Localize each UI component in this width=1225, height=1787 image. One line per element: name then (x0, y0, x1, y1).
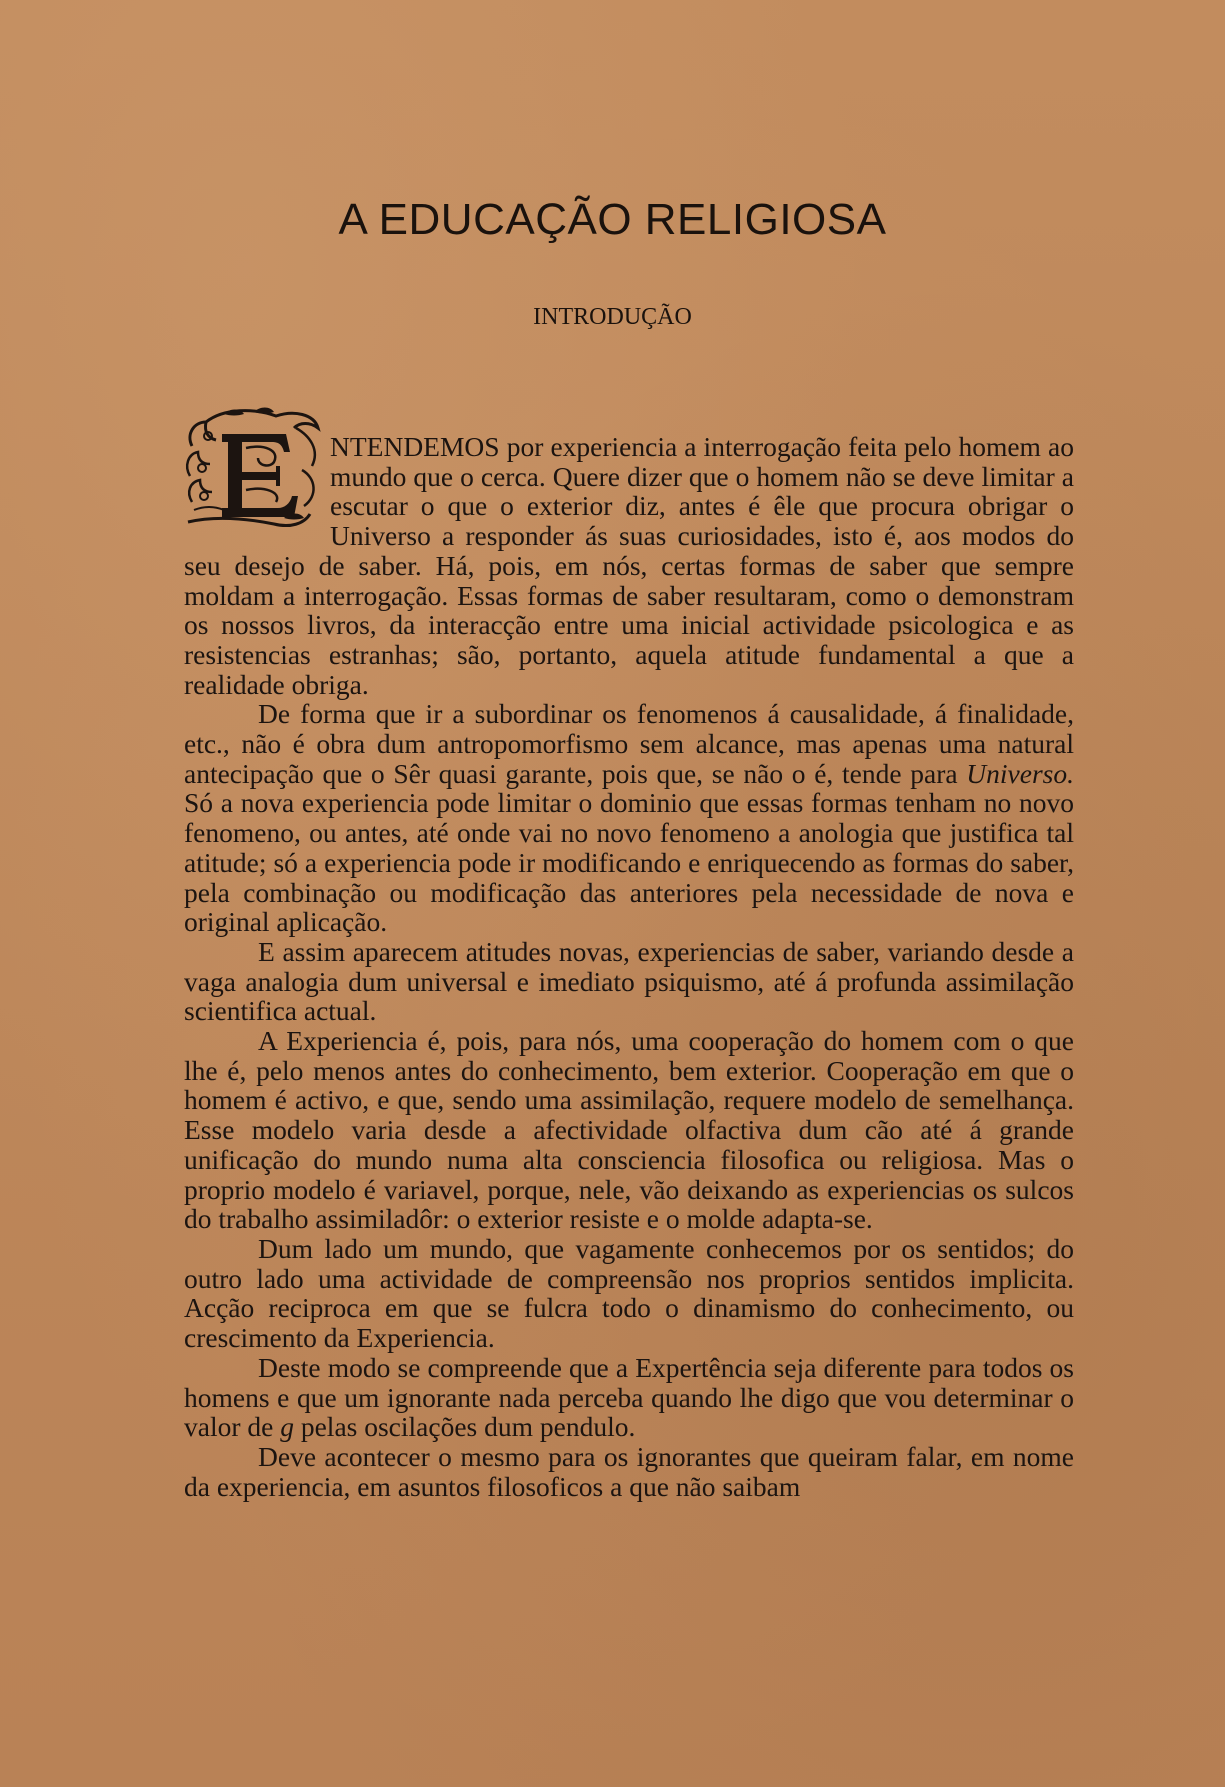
paragraph-1 (184, 432, 1074, 699)
paragraph-2-text-after: Só a nova experiencia pode limitar o dominio que essas formas tenham no novo fenomeno, ou antes, até onde vai no novo fenomeno a anologia que justifica tal atitude; só a experiencia pode ir modificando e enriquecendo as formas do saber, pela combinação ou modificação das anteriores pela necessidade de nova e original aplicação. (184, 787, 1074, 938)
body-text (184, 432, 1074, 1501)
paragraph-5: Dum lado um mundo, que vagamente conhecemos por os sentidos; do outro lado uma actividade de compreensão nos proprios sentidos implicita. Acção reciproca em que se fulcra todo o dinamismo do conhecimento, ou crescimento da Experiencia. (184, 1232, 1074, 1354)
paragraph-6 (184, 1353, 1074, 1442)
ornamental-dropcap-icon (184, 406, 324, 532)
paragraph-1-text: por experiencia a interrogação feita pelo homem ao mundo que o cerca. Quere dizer que o homem não se deve limitar a escutar o que o exterior diz, antes é êle que procura obrigar o Universo a responder ás suas curiosidades, isto é, aos modos do seu desejo de saber. Há, pois, em nós, certas formas de saber que sempre moldam a interrogação. Essas formas de saber resultaram, como o demonstram os nossos livros, da interacção entre uma inicial actividade psicologica e as resistencias estranhas; são, portanto, aquela atitude fundamental a que a realidade obriga. (184, 431, 1074, 700)
paragraph-7: Deve acontecer o mesmo para os ignorantes que queiram falar, em nome da experiencia, em asuntos filosoficos a que não saibam (184, 1440, 1074, 1502)
dropcap-lead-word: NTENDEMOS (330, 431, 500, 462)
section-heading: INTRODUÇÃO (533, 304, 692, 330)
paragraph-3: E assim aparecem atitudes novas, experiencias de saber, variando desde a vaga analogia dum universal e imediato psiquismo, até á profunda assimilação scientifica actual. (184, 935, 1074, 1027)
paragraph-2-italic: Universo. (966, 757, 1074, 789)
paragraph-4: A Experiencia é, pois, para nós, uma cooperação do homem com o que lhe é, pelo menos antes do conhecimento, bem exterior. Cooperação em que o homem é activo, e que, sendo uma assimilação, requere modelo de semelhança. Esse modelo varia desde a afectividade olfactiva dum cão até á grande unificação do mundo numa alta consciencia filosofica ou religiosa. Mas o proprio modelo é variavel, porque, nele, vão deixando as experiencias os sulcos do trabalho assimiladôr: o exterior resiste e o molde adapta-se. (184, 1025, 1074, 1235)
paragraph-6-italic: g (280, 1411, 294, 1443)
paragraph-6-text-before: Deste modo se compreende que a Expertência seja diferente para todos os homens e que um ignorante nada perceba quando lhe digo que vou determinar o valor de (184, 1351, 1074, 1443)
paragraph-6-text-after: pelas oscilações dum pendulo. (293, 1411, 636, 1443)
page-title: A EDUCAÇÃO RELIGIOSA (338, 195, 887, 244)
paragraph-2-text-before: De forma que ir a subordinar os fenomenos á causalidade, á finalidade, etc., não é obra dum antropomorfismo sem alcance, mas apenas uma natural antecipação que o Sêr quasi garante, pois que, se não o é, tende para (184, 698, 1074, 789)
paragraph-2 (184, 699, 1074, 937)
